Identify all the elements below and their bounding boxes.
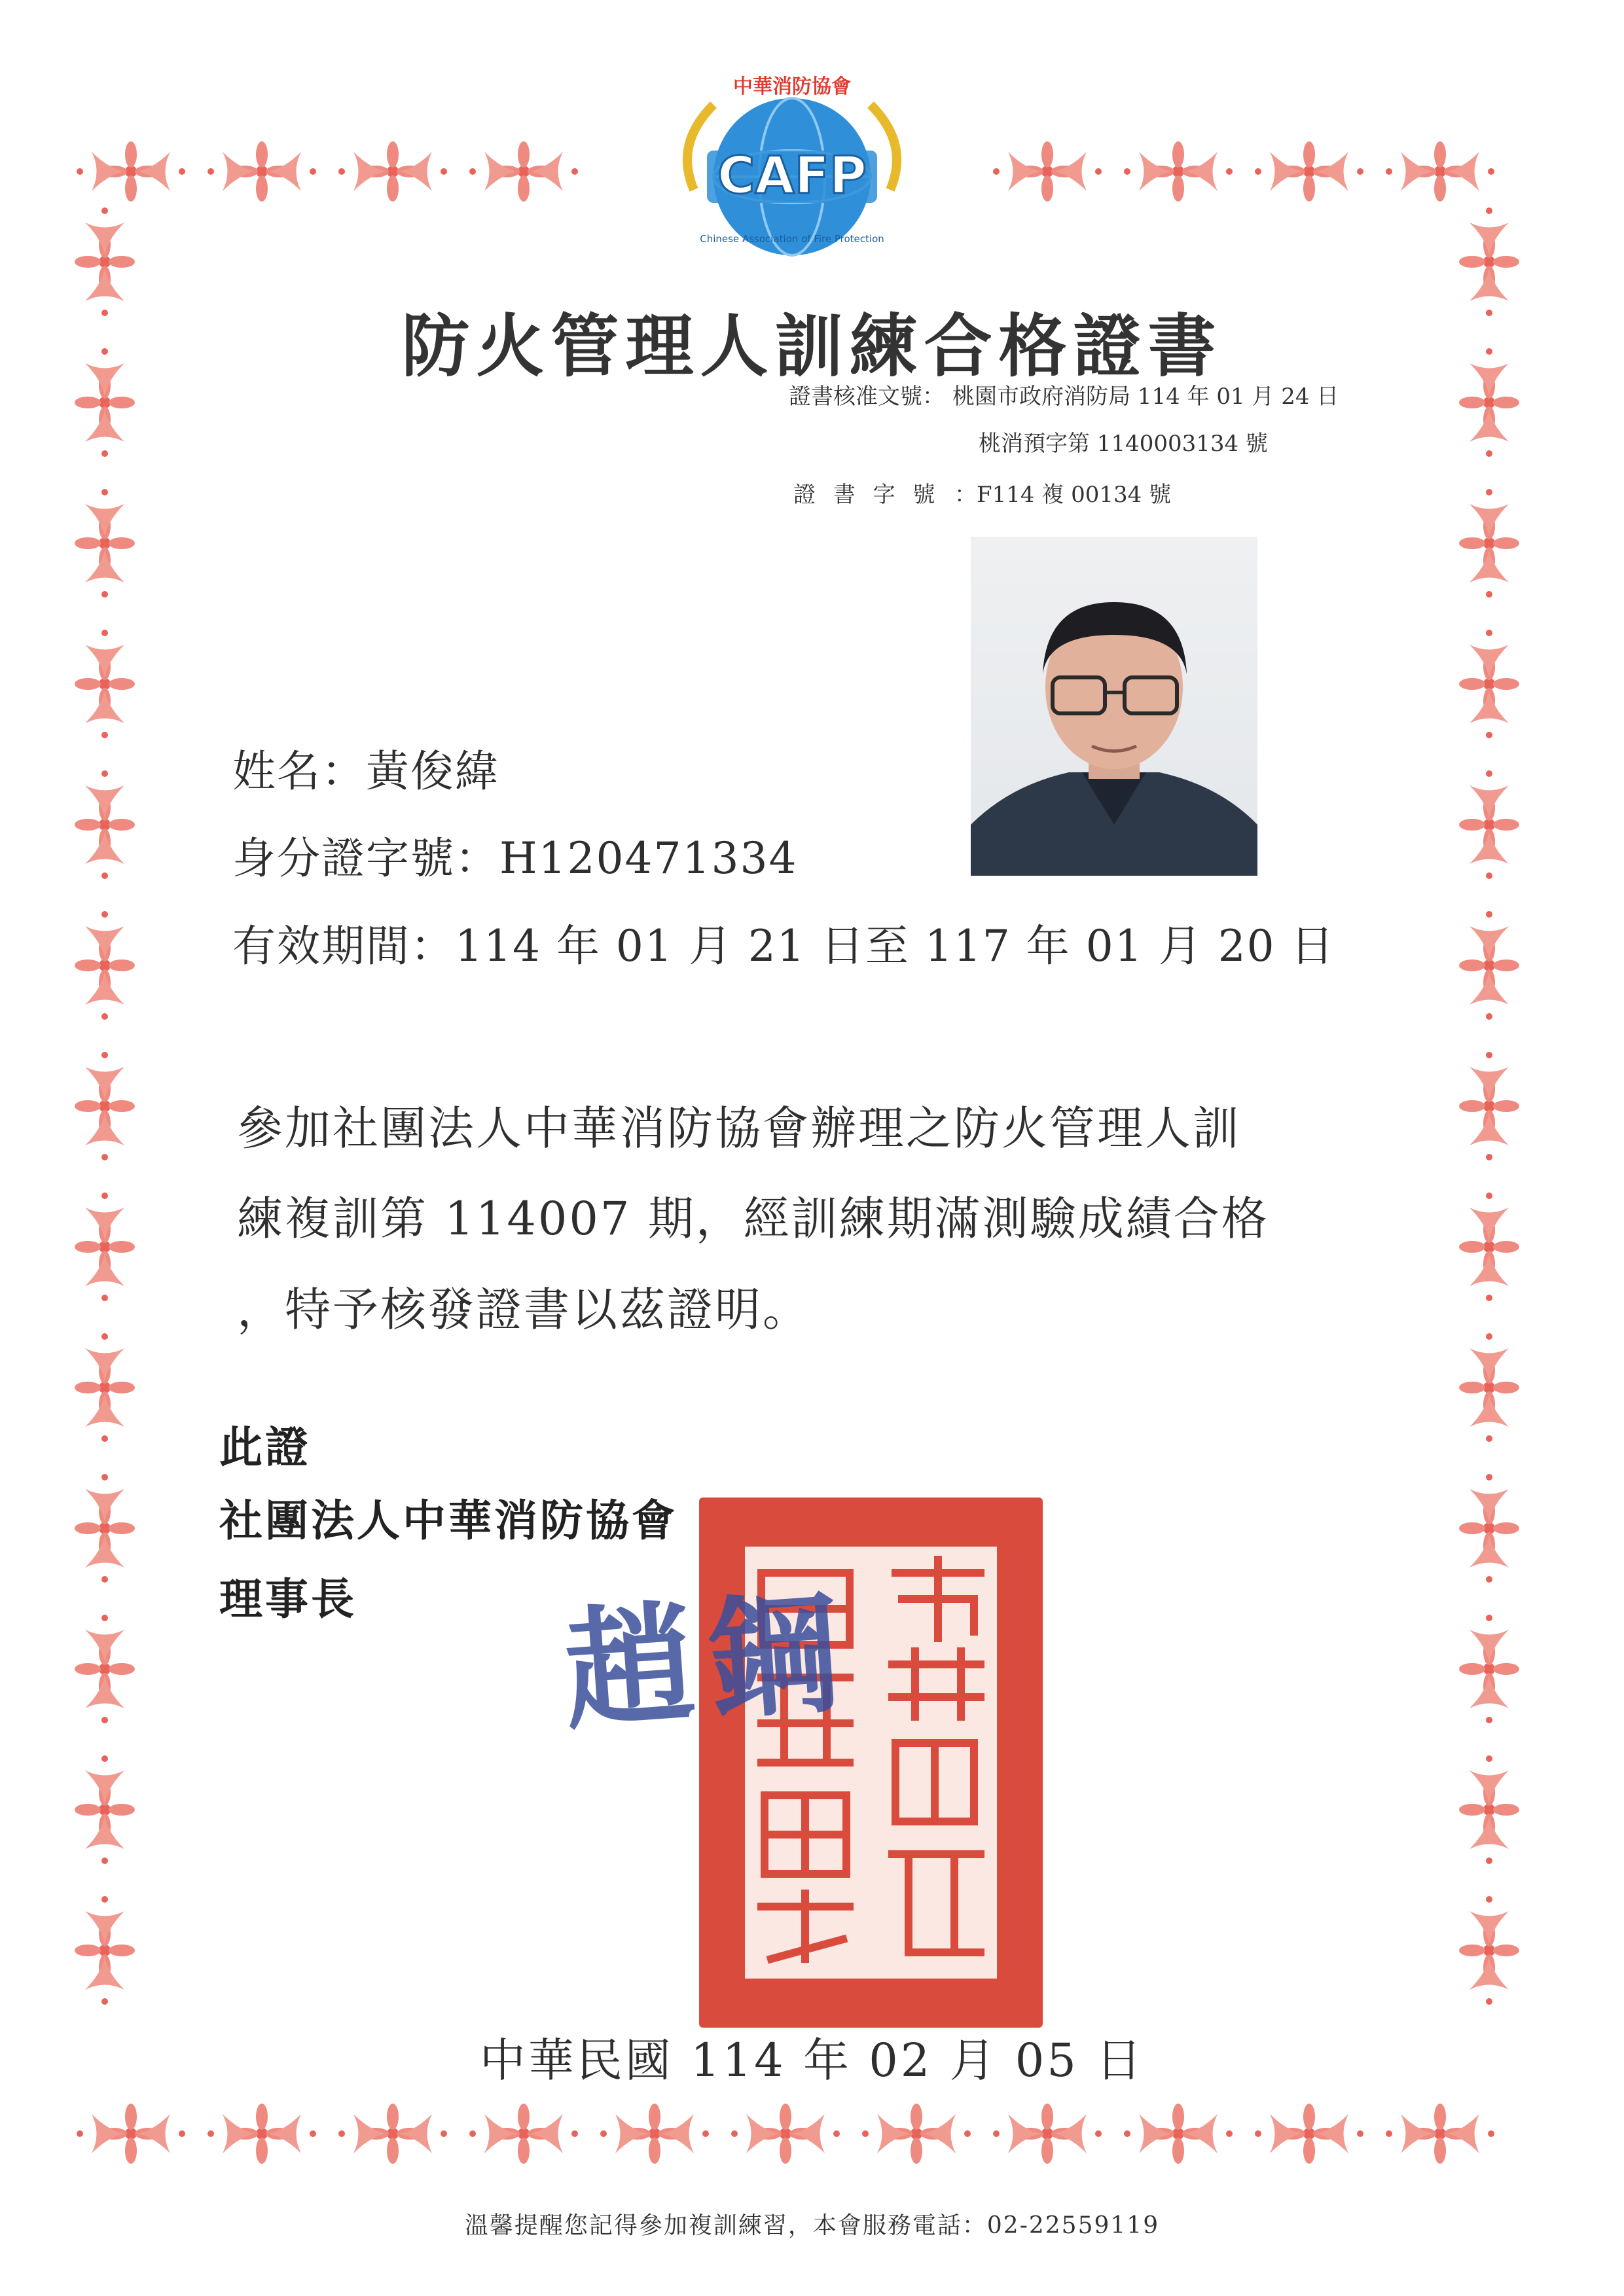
border-flower — [1459, 489, 1519, 598]
border-flower — [77, 2104, 185, 2164]
border-flower — [75, 770, 135, 879]
holder-name: 黃俊緯 — [366, 746, 499, 797]
validity-period: 114 年 01 月 21 日至 117 年 01 月 20 日 — [455, 921, 1335, 971]
certificate-title: 防火管理人訓練合格證書 — [401, 306, 1223, 386]
holder-photo — [971, 537, 1257, 876]
certify-label: 此證 — [219, 1422, 311, 1473]
holder-name-row — [232, 736, 499, 798]
border-flower — [75, 1193, 135, 1301]
border-flower — [1459, 770, 1519, 879]
border-flower — [1459, 1333, 1519, 1442]
border-flower — [1255, 141, 1363, 202]
border-flower — [993, 141, 1102, 202]
border-flower — [1459, 1896, 1519, 2005]
border-flower — [77, 141, 185, 202]
chairman-signature: 趙鋼 — [558, 1575, 857, 1749]
logo-abbr: CAFP — [717, 147, 867, 206]
body-line-2: 練複訓第 114007 期，經訓練期滿測驗成績合格 — [237, 1192, 1269, 1246]
logo-org-name-zh: 中華消防協會 — [733, 75, 851, 98]
border-flower — [1255, 2104, 1363, 2164]
border-flower — [75, 1755, 135, 1864]
body-line-3: ，特予核發證書以茲證明。 — [237, 1283, 810, 1336]
border-flower — [600, 2104, 709, 2164]
approval-label: 證書核准文號： — [789, 384, 945, 410]
holder-id: H120471334 — [499, 833, 798, 884]
border-flower — [75, 1474, 135, 1583]
cert-number-label: 證 書 字 號 — [793, 482, 941, 508]
issue-date: 中華民國 114 年 02 月 05 日 — [479, 2034, 1145, 2087]
border-flower — [1459, 1052, 1519, 1160]
issuing-organization: 社團法人中華消防協會 — [219, 1495, 677, 1546]
border-flower — [208, 2104, 316, 2164]
border-flower — [338, 141, 447, 202]
chairman-title: 理事長 — [219, 1573, 357, 1624]
border-flower — [862, 2104, 971, 2164]
body-line-1: 參加社團法人中華消防協會辦理之防火管理人訓 — [237, 1102, 1240, 1155]
border-flower — [731, 2104, 840, 2164]
border-flower — [993, 2104, 1102, 2164]
id-label: 身分證字號： — [232, 833, 499, 884]
border-flower — [1459, 1193, 1519, 1301]
border-flower — [469, 2104, 578, 2164]
holder-id-row — [232, 823, 797, 886]
cafp-logo — [668, 65, 916, 275]
cert-number-value: ：F114 複 00134 號 — [954, 482, 1172, 508]
name-label: 姓名： — [232, 746, 366, 797]
footer-reminder: 溫馨提醒您記得參加複訓練習，本會服務電話：02-22559119 — [464, 2212, 1160, 2239]
border-flower — [1386, 141, 1494, 202]
border-flower — [208, 141, 316, 202]
border-flower — [75, 1615, 135, 1723]
approval-line2: 桃消預字第 1140003134 號 — [979, 431, 1268, 457]
border-flower — [75, 1333, 135, 1442]
logo-org-name-en: Chinese Association of Fire Protection — [700, 233, 884, 245]
border-flower — [1459, 630, 1519, 738]
border-flower — [1124, 2104, 1233, 2164]
border-flower — [75, 489, 135, 598]
border-flower — [469, 141, 578, 202]
border-flower — [338, 2104, 447, 2164]
border-flower — [1459, 911, 1519, 1020]
border-flower — [75, 911, 135, 1020]
approval-line1: 桃園市政府消防局 114 年 01 月 24 日 — [952, 384, 1339, 410]
border-flower — [1124, 141, 1233, 202]
border-flower — [1459, 1755, 1519, 1864]
border-flower — [75, 630, 135, 738]
border-flower — [1459, 1615, 1519, 1723]
validity-label: 有效期間： — [232, 921, 455, 971]
validity-row — [232, 911, 1335, 973]
border-flower — [75, 1052, 135, 1160]
border-flower — [75, 1896, 135, 2005]
border-flower — [1386, 2104, 1494, 2164]
border-flower — [1459, 1474, 1519, 1583]
